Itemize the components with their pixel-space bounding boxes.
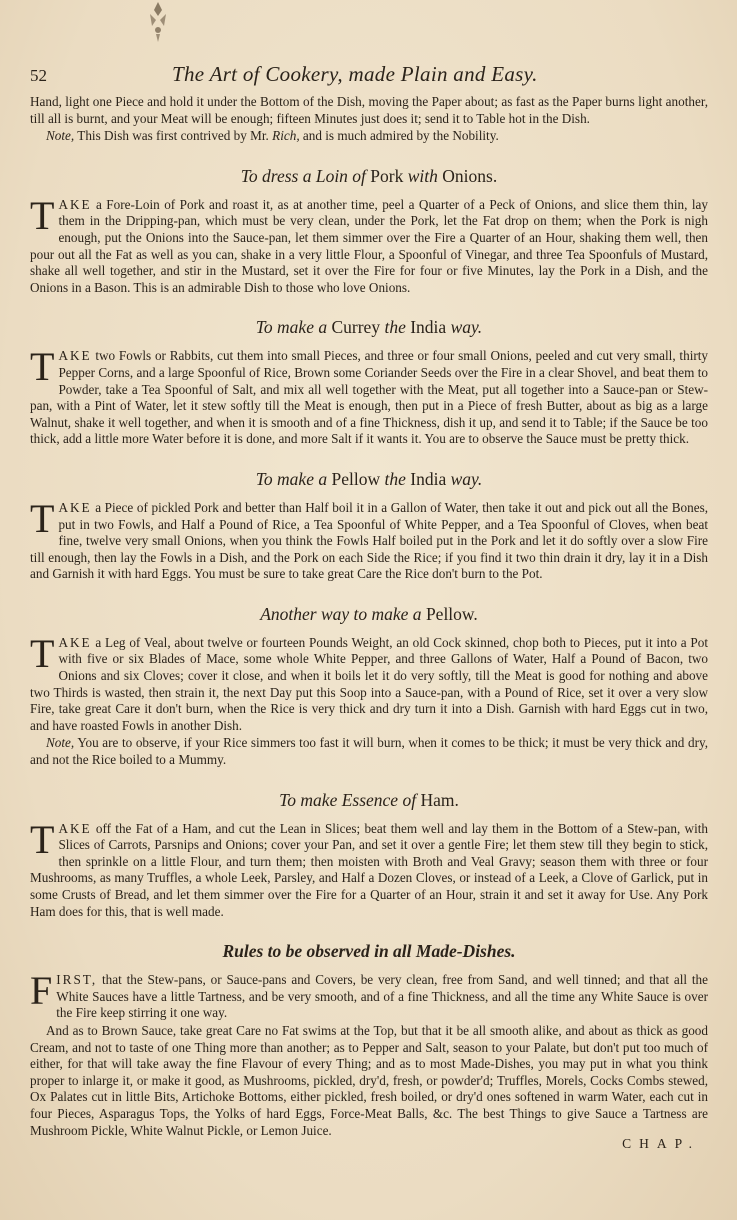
note-label: Note, (46, 735, 75, 751)
rules-body: that the Stew-pans, or Sauce-pans and Covers, be very clean, free from Sand, and well tinned; and that all the White Sauces have a little Tartness, and be very smooth, and of a fine Thickness, and all the time any White Sauce is over the Fire keep stirring it one way. (56, 972, 708, 1021)
recipe-essence-of-ham (30, 816, 709, 921)
intro-paragraph: Hand, light one Piece and hold it under the Bottom of the Dish, moving the Paper about; as fast as the Paper burns light another, till all is burnt, and your Meat will be enough; fifteen Minutes just does it; send it to Table hot in the Dish. (30, 94, 708, 126)
heading-part: way. (450, 317, 483, 338)
recipe-heading-essence-of-ham (30, 789, 708, 811)
heading-part: India (410, 468, 447, 489)
rules-paragraph-2: And as to Brown Sauce, take great Care no Fat swims at the Top, but that it be all smooth alike, and about as thick as good Cream, and not to taste of one Thing more than another; as to Pepper and Salt, season to your Palate, but don't put too much of either, for that will take away the fine Flavour of every Thing; and as to most Made-Dishes, you may put in what you think proper to inlarge it, or make it good, as Mushrooms, pickled, dry'd, fresh, or powder'd; Truffles, Morels, Cocks Combs stewed, Ox Palates cut in little Bits, Artichoke Bottoms, either pickled, fresh boiled, or dry'd ones softened in warm Water, each cut in four Pieces, Asparagus Tops, the Yolks of hard Eggs, Force-Meat Balls, &c. The best Things to give Sauce a Tartness are Mushroom Pickle, White Walnut Pickle, or Lemon Juice. (30, 1022, 708, 1138)
heading-part: with (407, 165, 438, 186)
lead-word: AKE (58, 196, 92, 212)
rules-text (30, 968, 708, 1022)
recipe-currey (30, 344, 709, 448)
recipe-heading-currey (30, 316, 708, 338)
printer-ornament-icon (138, 0, 178, 44)
heading-part: Currey (331, 317, 381, 338)
recipe-text (30, 630, 708, 735)
note-end: and is much admired by the Nobility. (302, 128, 499, 144)
recipe-heading-another-pellow (30, 603, 708, 625)
page-number: 52 (30, 66, 47, 85)
lead-word: AKE (58, 348, 92, 364)
rules-heading (30, 940, 708, 962)
recipe-body: a Piece of pickled Pork and better than Half boil it in a Gallon of Water, then take it out and pick out all the Bones, put in two Fowls, and Half a Pound of Rice, a Tea Spoonful of White Pepper, and a Tea Spoonful of Cloves, when beat fine, twelve very small Onions, when you think the Fowls Half boiled put in the Pork and let it do softly over a slow Fire till enough, then lay the Fowls in a Dish, and the Pork on each Side the Rice; if you find it two thin drain it dry, lay it in a Dish and Garnish it with hard Eggs. You must be sure to take great Care the Rice don't burn to the Pot. (30, 499, 708, 582)
heading-part: Ham. (420, 789, 459, 810)
recipe-note (30, 735, 708, 768)
drop-cap: T (30, 495, 55, 541)
page-body (30, 94, 708, 1153)
recipe-body: off the Fat of a Ham, and cut the Lean in Slices; beat them well and lay them in the Bottom of a Stew-pan, with Slices of Carrots, Parsnips and Onions; cover your Pan, and set it over a gentle Fire; let them stew till they begin to stick, then sprinkle on a little Flour, and turn them; then moisten with Broth and Veal Gravy; season them with three or four Mushrooms, as many Truffles, a whole Leek, Parsley, and Half a Dozen Cloves, or instead of a Leek, a Clove of Garlick, put in some Crusts of Bread, and let them simmer over the Fire for a Quarter of an Hour, strain it and set it away for Use. Any Pork Ham does for this, that is well made. (30, 820, 709, 919)
heading-part: To dress a Loin of (240, 165, 366, 186)
heading-part: Another way to make a (260, 603, 422, 624)
drop-cap: T (30, 192, 55, 238)
recipe-loin-of-pork (30, 192, 709, 297)
note-text: You are to observe, if your Rice simmers too fast it will burn, when it comes to be thick; it must be very thick and dry, and not the Rice boiled to a Mummy. (30, 735, 708, 768)
heading-part: Rules to be observed in all Made-Dishes. (222, 941, 516, 962)
lead-word: IRST, (56, 972, 98, 988)
drop-cap: F (30, 968, 53, 1014)
rules-made-dishes (30, 968, 708, 1139)
heading-part: the (384, 468, 406, 489)
catchword: CHAP. (622, 1136, 700, 1152)
lead-word: AKE (58, 634, 92, 650)
recipe-body: a Fore-Loin of Pork and roast it, as at another time, peel a Quarter of a Peck of Onions, and slice them thin, lay them in the Dripping-pan, which must be very clean, under the Pork, let the Fat drop on them; when the Pork is nigh enough, put the Onions into the Sauce-pan, let them simmer over the Fire a Quarter of an Hour, shaking them well, then pour out all the Fat as well as you can, shake in a very little Flour, a Spoonful of Vinegar, and three Tea Spoonfuls of Mustard, shake all well together, and stir in the Mustard, set it over the Fire for four or five Minutes, lay the Pork in a Dish, and the Onions in a Bason. This is an admirable Dish to those who love Onions. (30, 196, 709, 295)
recipe-body: two Fowls or Rabbits, cut them into small Pieces, and three or four small Onions, peeled and cut very small, thirty Pepper Corns, and a large Spoonful of Rice, Brown some Coriander Seeds over the Fire in a clear Shovel, and beat them to Powder, take a Tea Spoonful of Salt, and mix all well together with the Meat, put all together into a Sauce-pan or Stew-pan, with a Pint of Water, let it stew softly till the Meat is enough, then put in a Piece of fresh Butter, about as big as a large Walnut, shake it well together, and when it is smooth and of a fine Thickness, dish it up, and send it to Table; if the Sauce be too thick, add a little more Water before it is done, and more Salt if it wants it. You are to observe the Sauce must be pretty thick. (30, 348, 709, 447)
recipe-text (30, 495, 708, 583)
heading-part: Pork (370, 165, 404, 186)
running-title: The Art of Cookery, made Plain and Easy. (172, 62, 538, 86)
heading-part: To make a (255, 317, 328, 338)
drop-cap: T (30, 630, 55, 676)
heading-part: To make Essence of (279, 789, 417, 810)
heading-part: Pellow. (425, 603, 478, 624)
heading-part: way. (450, 468, 483, 489)
heading-part: India (410, 317, 447, 338)
recipe-text (30, 192, 709, 297)
recipe-heading-pellow-india (30, 468, 708, 490)
note-label: Note, (46, 128, 75, 144)
drop-cap: T (30, 816, 55, 862)
recipe-text (30, 344, 709, 448)
heading-part: Pellow (331, 468, 381, 489)
recipe-heading-loin-of-pork (30, 165, 708, 187)
heading-part: To make a (255, 468, 328, 489)
page-header (30, 62, 710, 90)
heading-part: the (384, 317, 406, 338)
recipe-another-pellow (30, 630, 708, 769)
note-text: This Dish was first contrived by Mr. (77, 128, 269, 144)
recipe-pellow-india (30, 495, 708, 583)
intro-note (30, 128, 708, 145)
lead-word: AKE (58, 499, 92, 515)
note-name: Rich, (272, 128, 300, 144)
recipe-body: a Leg of Veal, about twelve or fourteen Pounds Weight, an old Cock skinned, chop both to Pieces, put it into a Pot with five or six Blades of Mace, some whole White Pepper, and three Gallons of Water, Half a Pound of Bacon, two Onions and six Cloves; cover it close, and when it boils let it do very softly, till the Meat is good for nothing and above two Thirds is wasted, then strain it, the next Day put this Soop into a Sauce-pan, with a Pound of Rice, set it over a very slow Fire, take great Care it don't burn, when the Rice is very thick and dry turn it into a Dish. Garnish with hard Eggs cut in two, and have roasted Fowls in another Dish. (30, 634, 708, 733)
lead-word: AKE (58, 820, 92, 836)
heading-part: Onions. (442, 165, 498, 186)
drop-cap: T (30, 344, 55, 390)
recipe-text (30, 816, 709, 921)
